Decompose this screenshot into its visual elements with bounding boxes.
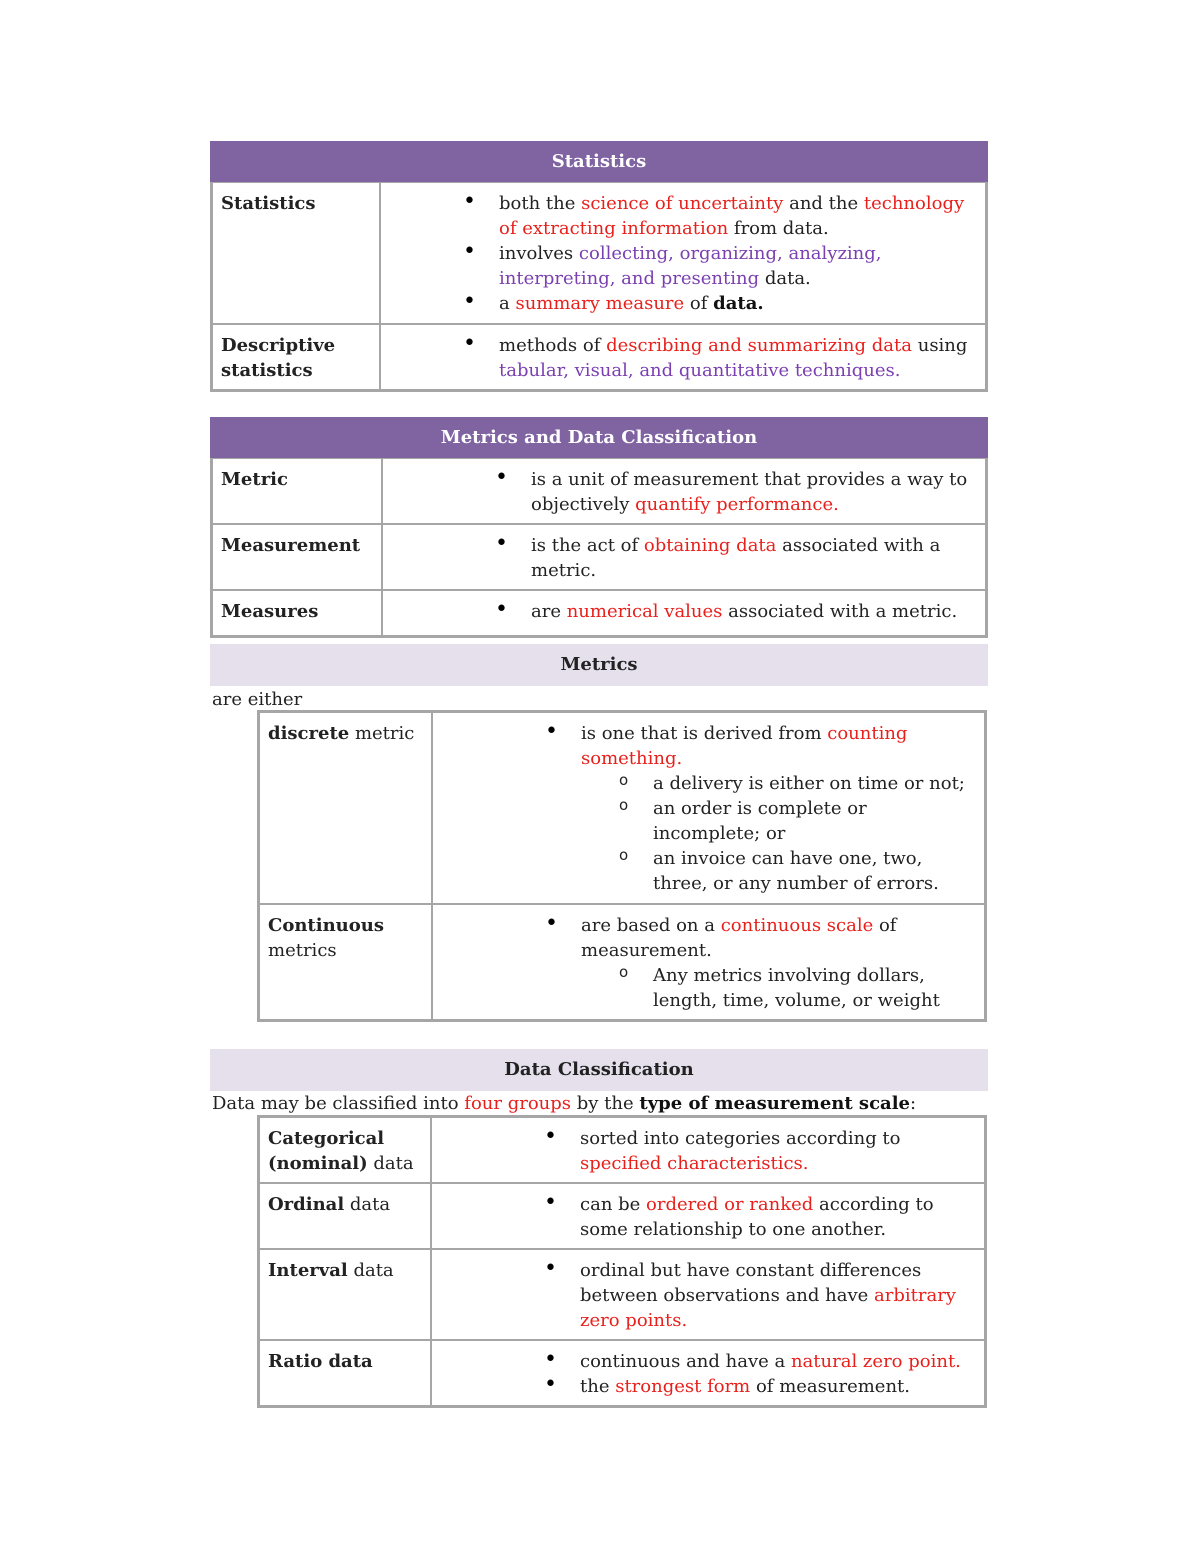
rich-text <box>499 193 964 239</box>
definition-cell <box>431 1340 985 1406</box>
table-row <box>212 182 986 324</box>
text-run: and the <box>783 193 864 214</box>
bullet-item <box>580 1192 976 1242</box>
text-run: involves <box>499 243 579 264</box>
text-run: associated with a metric. <box>722 601 958 622</box>
text-run: both the <box>499 193 582 214</box>
table-row <box>212 458 986 524</box>
rich-text <box>531 469 967 515</box>
rich-text <box>580 1194 934 1240</box>
highlight-red-text: quantify performance. <box>635 494 839 515</box>
data-classification-table <box>257 1115 987 1408</box>
sub-list <box>581 963 976 1013</box>
text-run: is a unit of measurement that provides a way to objectively <box>531 469 968 515</box>
bullet-item <box>531 599 977 624</box>
text-run: sorted into categories according to <box>580 1128 901 1149</box>
term-bold: discrete <box>268 723 350 744</box>
definition-cell <box>431 1183 985 1249</box>
rich-text <box>580 1351 961 1372</box>
bullet-item <box>499 291 977 316</box>
text-run: is one that is derived from <box>581 723 828 744</box>
bullet-item <box>499 241 977 291</box>
term-cell: Descriptive statistics <box>212 324 380 390</box>
term-cell <box>259 1249 431 1340</box>
rich-text <box>499 335 967 381</box>
rich-text <box>531 535 940 581</box>
term-bold: Categorical (nominal) <box>268 1128 385 1174</box>
term-bold: Continuous <box>268 915 384 936</box>
metrics-table <box>257 710 987 1022</box>
bullet-list <box>391 467 977 517</box>
text-run: are based on a <box>581 915 721 936</box>
term-cell <box>259 1340 431 1406</box>
statistics-table <box>210 182 988 392</box>
bullet-item <box>580 1374 976 1399</box>
term-rest: data <box>344 1194 391 1215</box>
rich-text <box>580 1128 901 1174</box>
term-rest: metrics <box>268 940 337 961</box>
term-bold: Ordinal <box>268 1194 345 1215</box>
text-run: of <box>684 293 714 314</box>
table-row <box>259 1340 985 1406</box>
definition-cell <box>382 590 986 636</box>
text-run: of measurement. <box>750 1376 910 1397</box>
term-rest: data <box>367 1153 414 1174</box>
highlight-red-text: counting something. <box>581 723 908 769</box>
table-row <box>259 1117 985 1183</box>
highlight-red-text: arbitrary zero points. <box>580 1285 956 1331</box>
rich-text <box>580 1260 956 1331</box>
definition-cell <box>382 458 986 524</box>
highlight-red-text: obtaining data <box>643 535 777 556</box>
term-cell <box>259 1183 431 1249</box>
text-run: the <box>580 1376 616 1397</box>
bullet-list <box>389 333 977 383</box>
highlight-red-text: numerical values <box>566 601 723 622</box>
definition-cell <box>431 1117 985 1183</box>
term-bold: Interval <box>268 1260 348 1281</box>
metrics-header: Metrics <box>210 644 988 686</box>
rich-text <box>581 723 907 769</box>
text-run: according to some relationship to one another. <box>580 1194 934 1240</box>
bullet-item <box>581 721 976 896</box>
bullet-item <box>499 191 977 241</box>
text-run: methods of <box>499 335 607 356</box>
text-run: using <box>912 335 968 356</box>
sub-list <box>581 771 976 896</box>
table-row <box>212 524 986 590</box>
highlight-red-text: ordered or ranked <box>646 1194 814 1215</box>
bullet-list <box>440 1192 976 1242</box>
statistics-section <box>210 141 988 392</box>
definition-cell <box>432 712 985 904</box>
table-row <box>259 712 985 904</box>
rich-text <box>531 601 957 622</box>
bullet-list <box>391 533 977 583</box>
metrics-classification-header: Metrics and Data Classification <box>210 417 988 458</box>
table-row <box>259 1183 985 1249</box>
text-run: are <box>531 601 567 622</box>
text-run: can be <box>580 1194 647 1215</box>
data-classification-section <box>210 1049 988 1091</box>
definition-cell <box>380 324 986 390</box>
term-rest: metric <box>349 723 415 744</box>
term-cell <box>259 712 432 904</box>
bullet-item <box>580 1126 976 1176</box>
bullet-list <box>440 1349 976 1399</box>
term-cell: Statistics <box>212 182 380 324</box>
text-run: is the act of <box>531 535 644 556</box>
text-run: of measurement. <box>581 915 897 961</box>
text-run: associated with a metric. <box>531 535 941 581</box>
highlight-red-text: continuous scale <box>720 915 874 936</box>
bullet-list <box>391 599 977 624</box>
highlight-red-text: science of uncertainty <box>581 193 784 214</box>
highlight-red-text: technology of extracting information <box>499 193 965 239</box>
highlight-red-text: four groups <box>464 1093 572 1114</box>
text-run: Data may be classified into <box>212 1093 465 1114</box>
data-classification-header: Data Classification <box>210 1049 988 1091</box>
text-run: from data. <box>728 218 829 239</box>
metrics-section <box>210 644 988 686</box>
data-classification-intro <box>212 1092 916 1116</box>
bullet-list <box>389 191 977 316</box>
metrics-classification-table <box>210 458 988 638</box>
text-run: by the <box>571 1093 640 1114</box>
definition-cell <box>380 182 986 324</box>
bold-text: data. <box>713 293 764 314</box>
definition-cell <box>431 1249 985 1340</box>
sub-item: o an order is complete or incomplete; or <box>653 796 976 846</box>
rich-text <box>580 1376 910 1397</box>
table-row <box>212 590 986 636</box>
highlight-red-text: strongest form <box>615 1376 751 1397</box>
rich-text <box>499 243 882 289</box>
sub-item: o Any metrics involving dollars, length, time, volume, or weight <box>653 963 976 1013</box>
highlight-red-text: specified characteristics. <box>580 1153 809 1174</box>
metrics-intro: are either <box>212 689 303 710</box>
definition-cell <box>432 904 985 1020</box>
highlight-red-text: natural zero point. <box>790 1351 961 1372</box>
term-cell: Metric <box>212 458 382 524</box>
term-cell <box>259 904 432 1020</box>
text-run: continuous and have a <box>580 1351 791 1372</box>
statistics-header: Statistics <box>210 141 988 182</box>
rich-text <box>212 1093 916 1114</box>
bullet-item <box>580 1349 976 1374</box>
text-run: data. <box>759 268 811 289</box>
table-row <box>212 324 986 390</box>
text-run: a <box>499 293 516 314</box>
table-row <box>259 904 985 1020</box>
bold-text: type of measurement scale <box>639 1093 910 1114</box>
highlight-purple-text: collecting, organizing, analyzing, interpreting, and presenting <box>499 243 882 289</box>
bullet-item <box>580 1258 976 1333</box>
rich-text <box>499 293 764 314</box>
term-cell <box>259 1117 431 1183</box>
table-row <box>259 1249 985 1340</box>
term-rest: data <box>347 1260 394 1281</box>
definition-cell <box>382 524 986 590</box>
bullet-item <box>531 533 977 583</box>
term-bold: Ratio data <box>268 1351 373 1372</box>
sub-item: o a delivery is either on time or not; <box>653 771 976 796</box>
bullet-item <box>531 467 977 517</box>
term-cell: Measures <box>212 590 382 636</box>
bullet-item <box>499 333 977 383</box>
highlight-purple-text: tabular, visual, and quantitative techniques. <box>499 360 901 381</box>
bullet-list <box>440 1126 976 1176</box>
metrics-classification-section <box>210 417 988 638</box>
bullet-item <box>581 913 976 1013</box>
text-run: : <box>909 1093 917 1114</box>
term-cell: Measurement <box>212 524 382 590</box>
bullet-list <box>440 1258 976 1333</box>
sub-item: o an invoice can have one, two, three, or any number of errors. <box>653 846 976 896</box>
highlight-red-text: summary measure <box>515 293 685 314</box>
text-run: ordinal but have constant differences between observations and have <box>580 1260 922 1306</box>
rich-text <box>581 915 896 961</box>
bullet-list <box>441 913 976 1013</box>
bullet-list <box>441 721 976 896</box>
highlight-red-text: describing and summarizing data <box>606 335 912 356</box>
